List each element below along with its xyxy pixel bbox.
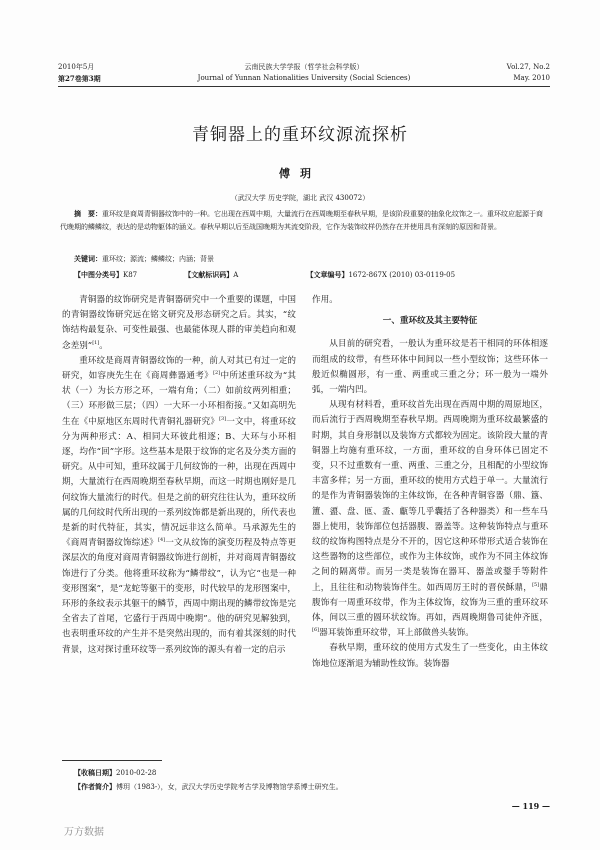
clc-value: K87 <box>123 271 138 279</box>
article-no-value: 1672-867X (2010) 03-0119-05 <box>348 271 456 279</box>
keywords-label: 关键词： <box>74 254 102 263</box>
page-number: — 119 — <box>511 801 550 811</box>
header-issue-en: Vol.27, No.2 May. 2010 <box>506 63 550 82</box>
doc-code-label: 【文献标识码】 <box>184 270 234 279</box>
author-affiliation: （武汉大学 历史学院，湖北 武汉 430072） <box>230 194 370 202</box>
section-heading: 一、重环纹及其主要特征 <box>382 316 478 327</box>
header-issue-cn: 2010年5月 第27卷第3期 <box>58 63 101 83</box>
footnote-divider <box>62 760 162 761</box>
abstract <box>60 207 548 234</box>
citation-ref[interactable]: [4] <box>158 537 166 544</box>
citation-ref[interactable]: [2] <box>213 370 221 377</box>
watermark: 万方数据 <box>64 827 104 838</box>
header-divider <box>58 86 550 87</box>
received-date: 【收稿日期】2010-02-28 <box>74 768 157 777</box>
keywords-text: 重环纹；源流；鳞鳞纹；内涵；背景 <box>102 255 214 263</box>
header-journal-name: 云南民族大学学报（哲学社会科学版） Journal of Yunnan Nationalities University (Social Sciences) <box>197 63 411 82</box>
clc-label: 【中图分类号】 <box>74 270 123 279</box>
paragraph: 春秋早期，重环纹的使用方式发生了一些变化，由主体纹饰地位逐渐退为辅助性纹饰。装饰器 <box>312 643 548 669</box>
abstract-label: 摘 要： <box>74 209 102 218</box>
body-column-left <box>62 293 296 658</box>
keywords <box>74 254 214 264</box>
article-no-label: 【文章编号】 <box>306 270 349 279</box>
body-column-right <box>312 293 548 672</box>
paragraph: 从目前的研究看，一般认为重环纹是若干相同的环体相逐而组成的纹带，有些环体中间间以一些小型纹饰；这些环体一般近似椭圆形，有一重、两重或三重之分；环一般为一端外弧，一端内凹。 <box>312 339 548 396</box>
citation-ref[interactable]: [3] <box>219 415 227 422</box>
paragraph: 从现有材料看，重环纹首先出现在西周中期的周原地区，而后流行于西周晚期至春秋早期。西周晚期为重环纹最繁盛的时期，其自身形制以及装饰方式都较为固定。该阶段大量的青铜器上均施有重环纹，一方面，重环纹的自身环体已固定不变，只不过重数有一重、两重、三重之分，且相配的小型纹饰丰富多样；另一方面，重环纹的使用方式趋于单一。大量流行的是作为青铜器装饰的主体纹饰，在各种青铜容器（鼎、簋、簠、盨、盘、匜、盉、甗等几乎囊括了各种器类）和一些车马器上使用，装饰部位包括器腹、器盖等。这种装饰特点与重环纹的纹饰构图特点是分不开的，因它这种环带形式适合装饰在这些器物的这些部位，或作为主体纹饰，或作为不同主体纹饰之间的隔离带。而另一类是装饰在器耳、器盖或鋬手等附件上，且往往和动物装饰伴生。如西周厉王时的晋侯稣鼎，[5]鼎腹饰有一周重环纹带，作为主体纹饰，纹饰为三重的重环纹环体，间以三重的圆环状纹饰。再如，西周晚期鲁司徒仲齐匜，[6]器耳装饰重环纹带，耳上部做兽头装饰。 <box>312 400 548 639</box>
author-bio: 【作者简介】傅玥（1983-），女，武汉大学历史学院考古学及博物馆学系博士研究生。 <box>74 782 343 791</box>
paragraph: 重环纹是商周青铜器纹饰的一种，前人对其已有过一定的研究，如容庚先生在《商周彝器通考》[2]中所述重环纹为“其状（一）为长方形之环，一端有角；（二）如前纹两列相重；（三）环形做三层；（四）一大环一小环相衔接。”又如高明先生在《中原地区东周时代青铜礼器研究》[3]一文中，将重环纹分为两种形式：A、相同大环彼此相逐；B、大环与小环相逐，均作“回”字形。这些基本是限于纹饰的定名及分类方面的研究。从中可知，重环纹属于几何纹饰的一种，出现在西周中期，大量流行在西周晚期至春秋早期，而这一时期也刚好是几何纹饰大量流行的时代。但是之前的研究往往认为，重环纹所属的几何纹时代所出现的一系列纹饰都是新出现的，所代表也是新的时代特征，其实，情况远非这么简单。马承源先生的《商周青铜器纹饰综述》[4]一文从纹饰的演变历程及特点等更深层次的角度对商周青铜器纹饰进行剖析，并对商周青铜器纹饰进行了分类。他将重环纹称为“鳞带纹”，认为它“也是一种变形图案”，是“龙蛇等躯干的变形，时代较早的龙形图案中，环形的条纹表示其躯干的鳞节，西周中期出现的鳞带纹饰是完全省去了首尾，它盛行于西周中晚期”。他的研究见解独到，也表明重环纹的产生并不是突然出现的，而有着其深刻的时代背景，这对探讨重环纹等一系列纹饰的源头有着一定的启示 <box>62 355 296 655</box>
running-header <box>58 62 550 88</box>
citation-ref[interactable]: [6] <box>312 627 320 634</box>
paragraph: 作用。 <box>312 295 338 305</box>
article-author: 傅玥 <box>279 167 321 180</box>
paragraph: 青铜器的纹饰研究是青铜器研究中一个重要的课题，中国的青铜器纹饰研究远在铭文研究及形态研究之后。其实，“纹饰结构最复杂、可变性最强、也最能体现人群的审美趋向和观念差别”[1]。 <box>62 295 296 351</box>
abstract-text: 重环纹是商周青铜器纹饰中的一种。它出现在西周中期，大量流行在西周晚期至春秋早期，是该阶段重要的抽象化纹饰之一。重环纹应起源于商代晚期的鳞鳞纹，表达的是动物躯体的涵义。春秋早期以后至战国晚期为其流变阶段，它作为装饰纹样仍然存在并使用具有深刻的原因和背景。 <box>60 210 543 231</box>
citation-ref[interactable]: [5] <box>532 581 540 588</box>
footnotes <box>74 766 343 794</box>
citation-ref[interactable]: [1] <box>92 339 100 346</box>
classification-meta <box>74 270 544 280</box>
article-title: 青铜器上的重环纹源流探析 <box>192 125 408 145</box>
doc-code-value: A <box>233 271 239 279</box>
